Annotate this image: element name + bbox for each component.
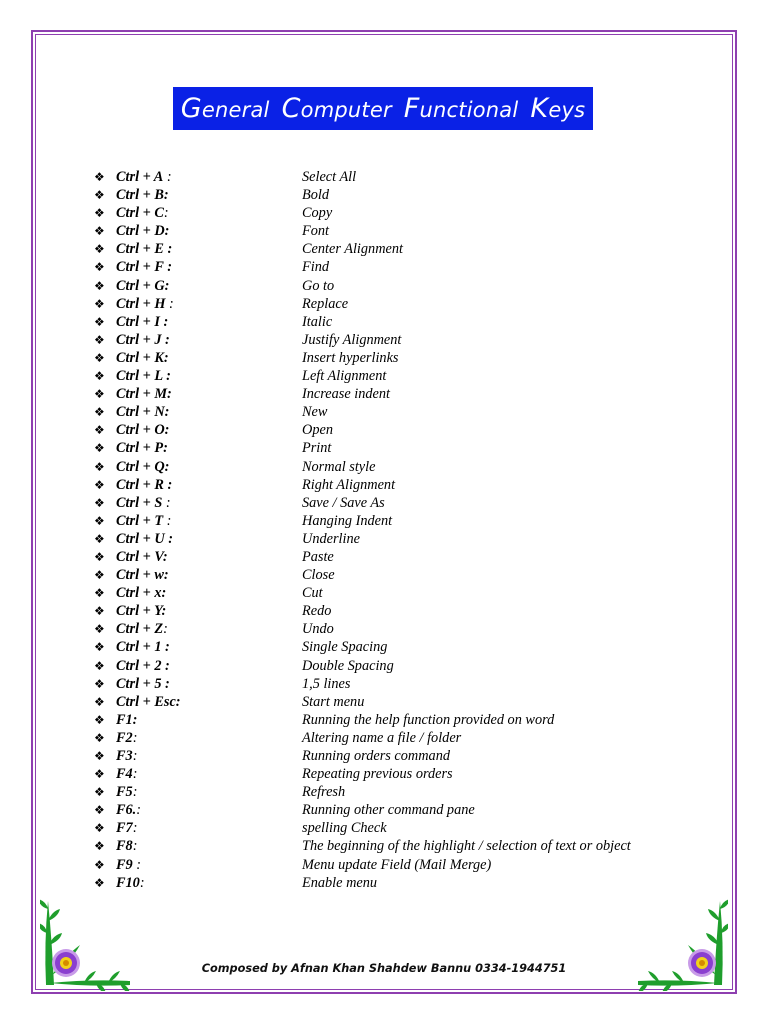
shortcut-key xyxy=(116,747,137,765)
shortcut-key-suffix: : xyxy=(132,856,142,873)
title-word: Functional xyxy=(403,93,519,124)
diamond-bullet-icon: ❖ xyxy=(94,423,105,438)
shortcut-key xyxy=(116,331,170,349)
shortcut-description: Font xyxy=(302,223,330,240)
diamond-bullet-icon: ❖ xyxy=(94,640,105,655)
shortcut-description: Refresh xyxy=(302,784,346,801)
shortcut-key-suffix: : xyxy=(163,512,172,529)
floral-corner-right-icon xyxy=(633,893,728,991)
shortcut-key-text: Ctrl + E : xyxy=(116,241,173,258)
shortcut-key-text: Ctrl + R : xyxy=(116,476,173,493)
shortcut-key xyxy=(116,819,137,837)
shortcut-key-text: Ctrl + P: xyxy=(116,440,168,457)
shortcut-row xyxy=(0,693,768,711)
shortcut-description: Italic xyxy=(302,313,333,330)
shortcut-description: Single Spacing xyxy=(302,639,388,656)
diamond-bullet-icon: ❖ xyxy=(94,785,105,800)
shortcut-description: Save / Save As xyxy=(302,494,385,511)
shortcut-key xyxy=(116,729,137,747)
shortcut-key-text: Ctrl + C xyxy=(116,205,164,222)
diamond-bullet-icon: ❖ xyxy=(94,676,105,691)
shortcut-key-text: Ctrl + H xyxy=(116,295,166,312)
shortcut-key xyxy=(116,657,170,675)
shortcut-row xyxy=(0,168,768,186)
shortcut-row xyxy=(0,204,768,222)
shortcut-row xyxy=(0,458,768,476)
shortcut-row xyxy=(0,367,768,385)
shortcut-row xyxy=(0,675,768,693)
shortcut-row xyxy=(0,385,768,403)
diamond-bullet-icon: ❖ xyxy=(94,350,105,365)
shortcut-key xyxy=(116,186,169,204)
shortcut-description: Menu update Field (Mail Merge) xyxy=(302,856,492,873)
shortcut-key xyxy=(116,277,169,295)
shortcut-key xyxy=(116,566,169,584)
shortcut-row xyxy=(0,566,768,584)
shortcut-row xyxy=(0,476,768,494)
diamond-bullet-icon: ❖ xyxy=(94,441,105,456)
diamond-bullet-icon: ❖ xyxy=(94,278,105,293)
shortcut-key-suffix: : xyxy=(163,169,172,185)
shortcut-description: Go to xyxy=(302,277,335,294)
diamond-bullet-icon: ❖ xyxy=(94,586,105,601)
shortcut-key-text: Ctrl + 5 : xyxy=(116,675,170,692)
shortcut-description: 1,5 lines xyxy=(302,675,351,692)
shortcut-key-suffix: : xyxy=(132,729,138,746)
shortcut-key xyxy=(116,675,170,693)
shortcut-key-text: F5 xyxy=(116,784,133,801)
shortcut-row xyxy=(0,313,768,331)
shortcut-key-suffix: : xyxy=(136,802,142,819)
shortcut-key xyxy=(116,367,171,385)
shortcut-key-suffix: : xyxy=(163,621,168,638)
diamond-bullet-icon: ❖ xyxy=(94,477,105,492)
shortcut-key xyxy=(116,476,172,494)
shortcut-key-text: Ctrl + S xyxy=(116,494,163,511)
shortcut-row xyxy=(0,277,768,295)
shortcut-key-text: F6. xyxy=(116,802,137,819)
shortcut-key-suffix: : xyxy=(139,874,145,891)
shortcut-key xyxy=(116,240,172,258)
diamond-bullet-icon: ❖ xyxy=(94,170,105,184)
diamond-bullet-icon: ❖ xyxy=(94,857,105,872)
shortcut-key-text: Ctrl + T xyxy=(116,512,164,529)
shortcut-key-suffix: : xyxy=(132,838,138,855)
shortcut-key-suffix: : xyxy=(165,295,174,312)
shortcut-description: Close xyxy=(302,567,335,584)
shortcut-key-text: F3 xyxy=(116,748,133,764)
diamond-bullet-icon: ❖ xyxy=(94,568,105,583)
shortcut-description: Undo xyxy=(302,621,334,638)
shortcut-description: Bold xyxy=(302,187,330,204)
shortcut-description: Paste xyxy=(302,548,334,565)
shortcut-description: Cut xyxy=(302,585,323,602)
diamond-bullet-icon: ❖ xyxy=(94,206,105,221)
diamond-bullet-icon: ❖ xyxy=(94,712,105,727)
shortcut-key-text: Ctrl + G: xyxy=(116,277,170,294)
shortcut-row xyxy=(0,837,768,855)
diamond-bullet-icon: ❖ xyxy=(94,749,105,763)
shortcut-key xyxy=(116,530,173,548)
shortcut-key xyxy=(116,222,169,240)
shortcut-row xyxy=(0,819,768,837)
shortcut-row xyxy=(0,494,768,512)
shortcut-description: Normal style xyxy=(302,458,376,475)
shortcut-description: The beginning of the highlight / selection of text or object xyxy=(302,838,631,855)
diamond-bullet-icon: ❖ xyxy=(94,260,105,275)
shortcut-key-text: Ctrl + 2 : xyxy=(116,657,170,674)
shortcut-key xyxy=(116,765,137,783)
shortcut-row xyxy=(0,711,768,729)
shortcut-description: Repeating previous orders xyxy=(302,766,453,783)
shortcut-description: Insert hyperlinks xyxy=(302,349,399,366)
shortcut-key-text: Ctrl + L : xyxy=(116,368,171,385)
shortcut-row xyxy=(0,403,768,421)
shortcut-key-text: F7 xyxy=(116,820,133,837)
shortcut-row xyxy=(0,584,768,602)
shortcut-description: Find xyxy=(302,259,330,276)
shortcut-row xyxy=(0,349,768,367)
shortcut-key xyxy=(116,421,169,439)
diamond-bullet-icon: ❖ xyxy=(94,730,105,745)
shortcut-row xyxy=(0,729,768,747)
floral-corner-left-icon xyxy=(40,893,135,991)
title-word: Computer xyxy=(281,93,392,124)
diamond-bullet-icon: ❖ xyxy=(94,531,105,546)
shortcut-row xyxy=(0,331,768,349)
shortcut-key xyxy=(116,874,145,892)
shortcut-key-text: F9 xyxy=(116,856,133,873)
shortcut-description: Increase indent xyxy=(302,386,391,403)
shortcut-row xyxy=(0,801,768,819)
shortcut-description: Print xyxy=(302,440,332,457)
shortcut-key-text: F8 xyxy=(116,838,133,855)
diamond-bullet-icon: ❖ xyxy=(94,405,105,420)
shortcut-key-suffix: : xyxy=(163,205,169,222)
shortcut-key-text: Ctrl + B: xyxy=(116,187,169,204)
diamond-bullet-icon: ❖ xyxy=(94,459,105,474)
shortcut-key-text: Ctrl + F : xyxy=(116,259,172,276)
diamond-bullet-icon: ❖ xyxy=(94,387,105,402)
shortcut-key xyxy=(116,548,168,566)
shortcut-description: Copy xyxy=(302,205,333,222)
shortcut-key xyxy=(116,512,171,530)
shortcut-key-text: Ctrl + M: xyxy=(116,386,172,403)
shortcut-key-text: Ctrl + K: xyxy=(116,349,169,366)
shortcut-key-text: F2 xyxy=(116,729,133,746)
shortcut-key xyxy=(116,584,166,602)
shortcut-row xyxy=(0,421,768,439)
shortcut-key xyxy=(116,602,166,620)
shortcut-row xyxy=(0,765,768,783)
diamond-bullet-icon: ❖ xyxy=(94,495,105,510)
shortcut-row xyxy=(0,548,768,566)
shortcut-key-text: F1: xyxy=(116,711,138,728)
diamond-bullet-icon: ❖ xyxy=(94,604,105,619)
shortcut-row xyxy=(0,874,768,892)
shortcut-key xyxy=(116,385,172,403)
shortcut-key xyxy=(116,856,141,874)
shortcut-description: Replace xyxy=(302,295,349,312)
shortcut-key xyxy=(116,204,169,222)
shortcut-key xyxy=(116,458,169,476)
shortcut-key-text: Ctrl + A xyxy=(116,169,164,185)
shortcut-key xyxy=(116,403,169,421)
diamond-bullet-icon: ❖ xyxy=(94,549,105,564)
shortcut-row xyxy=(0,439,768,457)
shortcut-key-text: Ctrl + x: xyxy=(116,585,167,602)
shortcut-list xyxy=(0,168,768,892)
shortcut-key xyxy=(116,313,168,331)
shortcut-key xyxy=(116,439,168,457)
diamond-bullet-icon: ❖ xyxy=(94,224,105,239)
shortcut-description: Running the help function provided on word xyxy=(302,711,555,728)
shortcut-key xyxy=(116,349,169,367)
shortcut-description: Running orders command xyxy=(302,748,450,764)
shortcut-row xyxy=(0,222,768,240)
shortcut-description: Redo xyxy=(302,603,332,620)
shortcut-key xyxy=(116,494,171,512)
shortcut-key xyxy=(116,711,137,729)
shortcut-key-text: F10 xyxy=(116,874,140,891)
shortcut-description: Hanging Indent xyxy=(302,512,393,529)
shortcut-description: Open xyxy=(302,422,333,439)
diamond-bullet-icon: ❖ xyxy=(94,767,105,782)
shortcut-description: Start menu xyxy=(302,693,365,710)
shortcut-description: spelling Check xyxy=(302,820,387,837)
shortcut-key-suffix: : xyxy=(132,766,138,783)
shortcut-description: Running other command pane xyxy=(302,802,475,819)
shortcut-description: Right Alignment xyxy=(302,476,396,493)
diamond-bullet-icon: ❖ xyxy=(94,875,105,890)
shortcut-key xyxy=(116,837,137,855)
diamond-bullet-icon: ❖ xyxy=(94,296,105,311)
shortcut-key-text: Ctrl + 1 : xyxy=(116,639,170,656)
footer-credit: Composed by Afnan Khan Shahdew Bannu 0334-1944751 xyxy=(201,962,567,975)
shortcut-description: New xyxy=(302,404,328,421)
shortcut-key-text: Ctrl + V: xyxy=(116,548,168,565)
shortcut-key-text: Ctrl + w: xyxy=(116,567,169,584)
shortcut-key xyxy=(116,693,181,711)
shortcut-key-text: Ctrl + Q: xyxy=(116,458,170,475)
shortcut-description: Center Alignment xyxy=(302,241,403,258)
shortcut-key-text: Ctrl + Esc: xyxy=(116,693,181,710)
shortcut-row xyxy=(0,747,768,765)
shortcut-key-text: F4 xyxy=(116,766,133,783)
shortcut-row xyxy=(0,186,768,204)
shortcut-row xyxy=(0,602,768,620)
shortcut-key-text: Ctrl + N: xyxy=(116,404,170,421)
shortcut-key xyxy=(116,168,172,186)
shortcut-description: Altering name a file / folder xyxy=(302,729,462,746)
shortcut-key-suffix: : xyxy=(132,784,138,801)
diamond-bullet-icon: ❖ xyxy=(94,188,105,203)
diamond-bullet-icon: ❖ xyxy=(94,513,105,528)
diamond-bullet-icon: ❖ xyxy=(94,314,105,329)
shortcut-row xyxy=(0,856,768,874)
title-word: General xyxy=(180,93,270,124)
diamond-bullet-icon: ❖ xyxy=(94,622,105,637)
shortcut-description: Double Spacing xyxy=(302,657,394,674)
shortcut-key-text: Ctrl + D: xyxy=(116,223,170,240)
shortcut-key-text: Ctrl + U : xyxy=(116,530,173,547)
diamond-bullet-icon: ❖ xyxy=(94,694,105,709)
shortcut-key-text: Ctrl + I : xyxy=(116,313,169,330)
shortcut-key xyxy=(116,295,174,313)
diamond-bullet-icon: ❖ xyxy=(94,369,105,384)
shortcut-key xyxy=(116,258,172,276)
diamond-bullet-icon: ❖ xyxy=(94,821,105,836)
shortcut-key xyxy=(116,620,168,638)
shortcut-key-text: Ctrl + Y: xyxy=(116,603,167,620)
shortcut-key-text: Ctrl + O: xyxy=(116,422,170,439)
shortcut-key xyxy=(116,801,141,819)
shortcut-description: Justify Alignment xyxy=(302,331,402,348)
shortcut-row xyxy=(0,530,768,548)
diamond-bullet-icon: ❖ xyxy=(94,803,105,818)
shortcut-row xyxy=(0,240,768,258)
shortcut-key-suffix: : xyxy=(132,748,138,764)
shortcut-description: Enable menu xyxy=(302,874,378,891)
shortcut-row xyxy=(0,258,768,276)
shortcut-key xyxy=(116,638,170,656)
shortcut-row xyxy=(0,620,768,638)
shortcut-row xyxy=(0,295,768,313)
title-word: Keys xyxy=(530,93,586,124)
shortcut-key-suffix: : xyxy=(162,494,171,511)
diamond-bullet-icon: ❖ xyxy=(94,839,105,854)
page-title xyxy=(173,87,593,130)
shortcut-description: Underline xyxy=(302,530,360,547)
shortcut-row xyxy=(0,638,768,656)
diamond-bullet-icon: ❖ xyxy=(94,332,105,347)
shortcut-description: Left Alignment xyxy=(302,368,387,385)
diamond-bullet-icon: ❖ xyxy=(94,242,105,257)
shortcut-row xyxy=(0,783,768,801)
shortcut-key-suffix: : xyxy=(132,820,138,837)
shortcut-key-text: Ctrl + Z xyxy=(116,621,164,638)
diamond-bullet-icon: ❖ xyxy=(94,658,105,673)
shortcut-key-text: Ctrl + J : xyxy=(116,331,170,348)
shortcut-row xyxy=(0,512,768,530)
shortcut-key xyxy=(116,783,137,801)
shortcut-row xyxy=(0,657,768,675)
shortcut-description: Select All xyxy=(302,169,357,185)
